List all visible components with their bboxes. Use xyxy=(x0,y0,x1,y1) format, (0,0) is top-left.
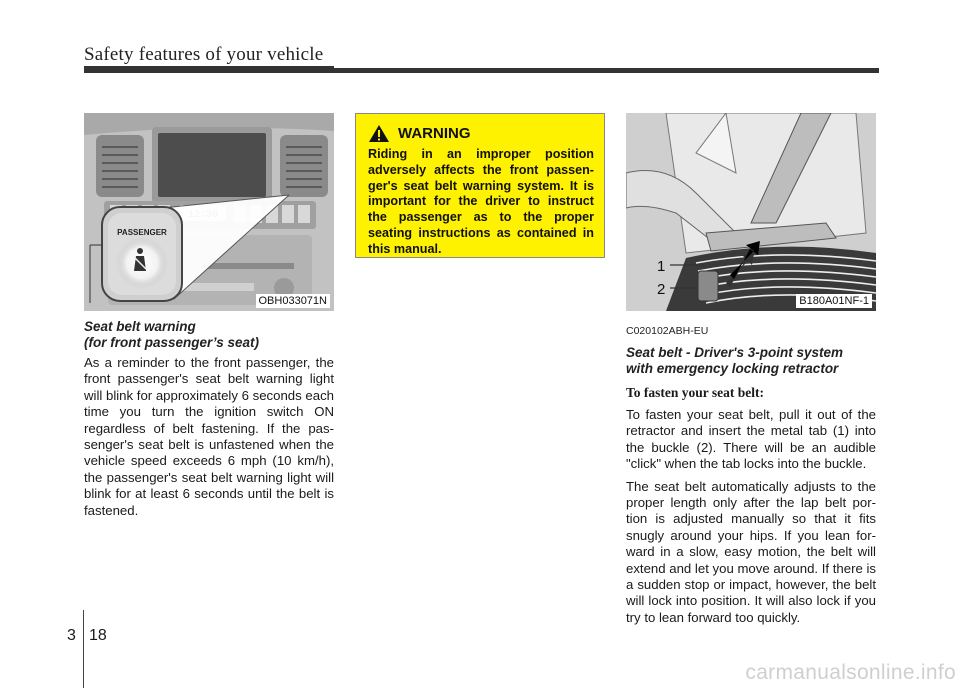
middle-column xyxy=(355,113,605,258)
warning-text: Riding in an improper position adversely affects the front passen-ger's seat belt warning system. It is important for the driver to instruct the passenger as to the proper seating instructions as contained in this manual. xyxy=(368,147,594,256)
body-paragraph-2: The seat belt automatically adjusts to the proper length only after the lap belt por-tion is adjusted manually so that it fits snugly around your hips. If you lean for-ward in a slow, easy motion, the belt will extend and let you move around. If there is a sudden stop or impact, however, the belt will lock into position. It will also lock if you try to lean forward too quickly. xyxy=(626,478,876,625)
figure-code: OBH033071N xyxy=(256,294,331,308)
doc-code: C020102ABH-EU xyxy=(626,325,709,337)
footer-divider xyxy=(83,610,84,688)
left-column xyxy=(84,113,334,519)
body-paragraph: As a reminder to the front passenger, the front passenger's seat belt warning light will blink for approximately 6 seconds each time you turn the ignition switch ON regardless of belt fastening. If the pas-senger's seat belt is unfastened when the vehicle speed exceeds 6 mph (10 km/h), the passenger's seat belt warning light will blink for at least 6 seconds until the belt is fastened. xyxy=(84,355,334,518)
seatbelt-illustration xyxy=(626,113,876,311)
heading-line-2: with emergency locking retractor xyxy=(626,361,839,376)
seatbelt-figure xyxy=(626,113,876,311)
right-column xyxy=(626,113,876,626)
section-number: 3 xyxy=(67,627,76,644)
warning-box xyxy=(355,113,605,258)
dashboard-illustration xyxy=(84,113,334,311)
heading-line-1: Seat belt warning xyxy=(84,319,196,334)
warning-header xyxy=(368,124,594,143)
heading-line-1: Seat belt - Driver's 3-point system xyxy=(626,345,844,360)
passenger-label: PASSENGER xyxy=(117,228,167,237)
warning-title: WARNING xyxy=(398,125,471,142)
section-heading xyxy=(84,319,334,351)
watermark: carmanualsonline.info xyxy=(745,661,956,684)
page-number: 18 xyxy=(89,627,107,644)
header-rule xyxy=(84,68,879,73)
section-heading xyxy=(626,345,876,377)
callout-buckle: 2 xyxy=(657,281,666,298)
warning-icon xyxy=(368,124,390,143)
callout-tab: 1 xyxy=(657,258,666,275)
dashboard-figure xyxy=(84,113,334,311)
body-paragraph-1: To fasten your seat belt, pull it out of the retractor and insert the metal tab (1) into the buckle (2). There will be an audible "click" when the tab locks into the buckle. xyxy=(626,407,876,472)
subheading: To fasten your seat belt: xyxy=(626,385,764,400)
figure-code: B180A01NF-1 xyxy=(796,294,872,308)
heading-line-2: (for front passenger’s seat) xyxy=(84,335,260,350)
page-header-title: Safety features of your vehicle xyxy=(84,44,324,65)
